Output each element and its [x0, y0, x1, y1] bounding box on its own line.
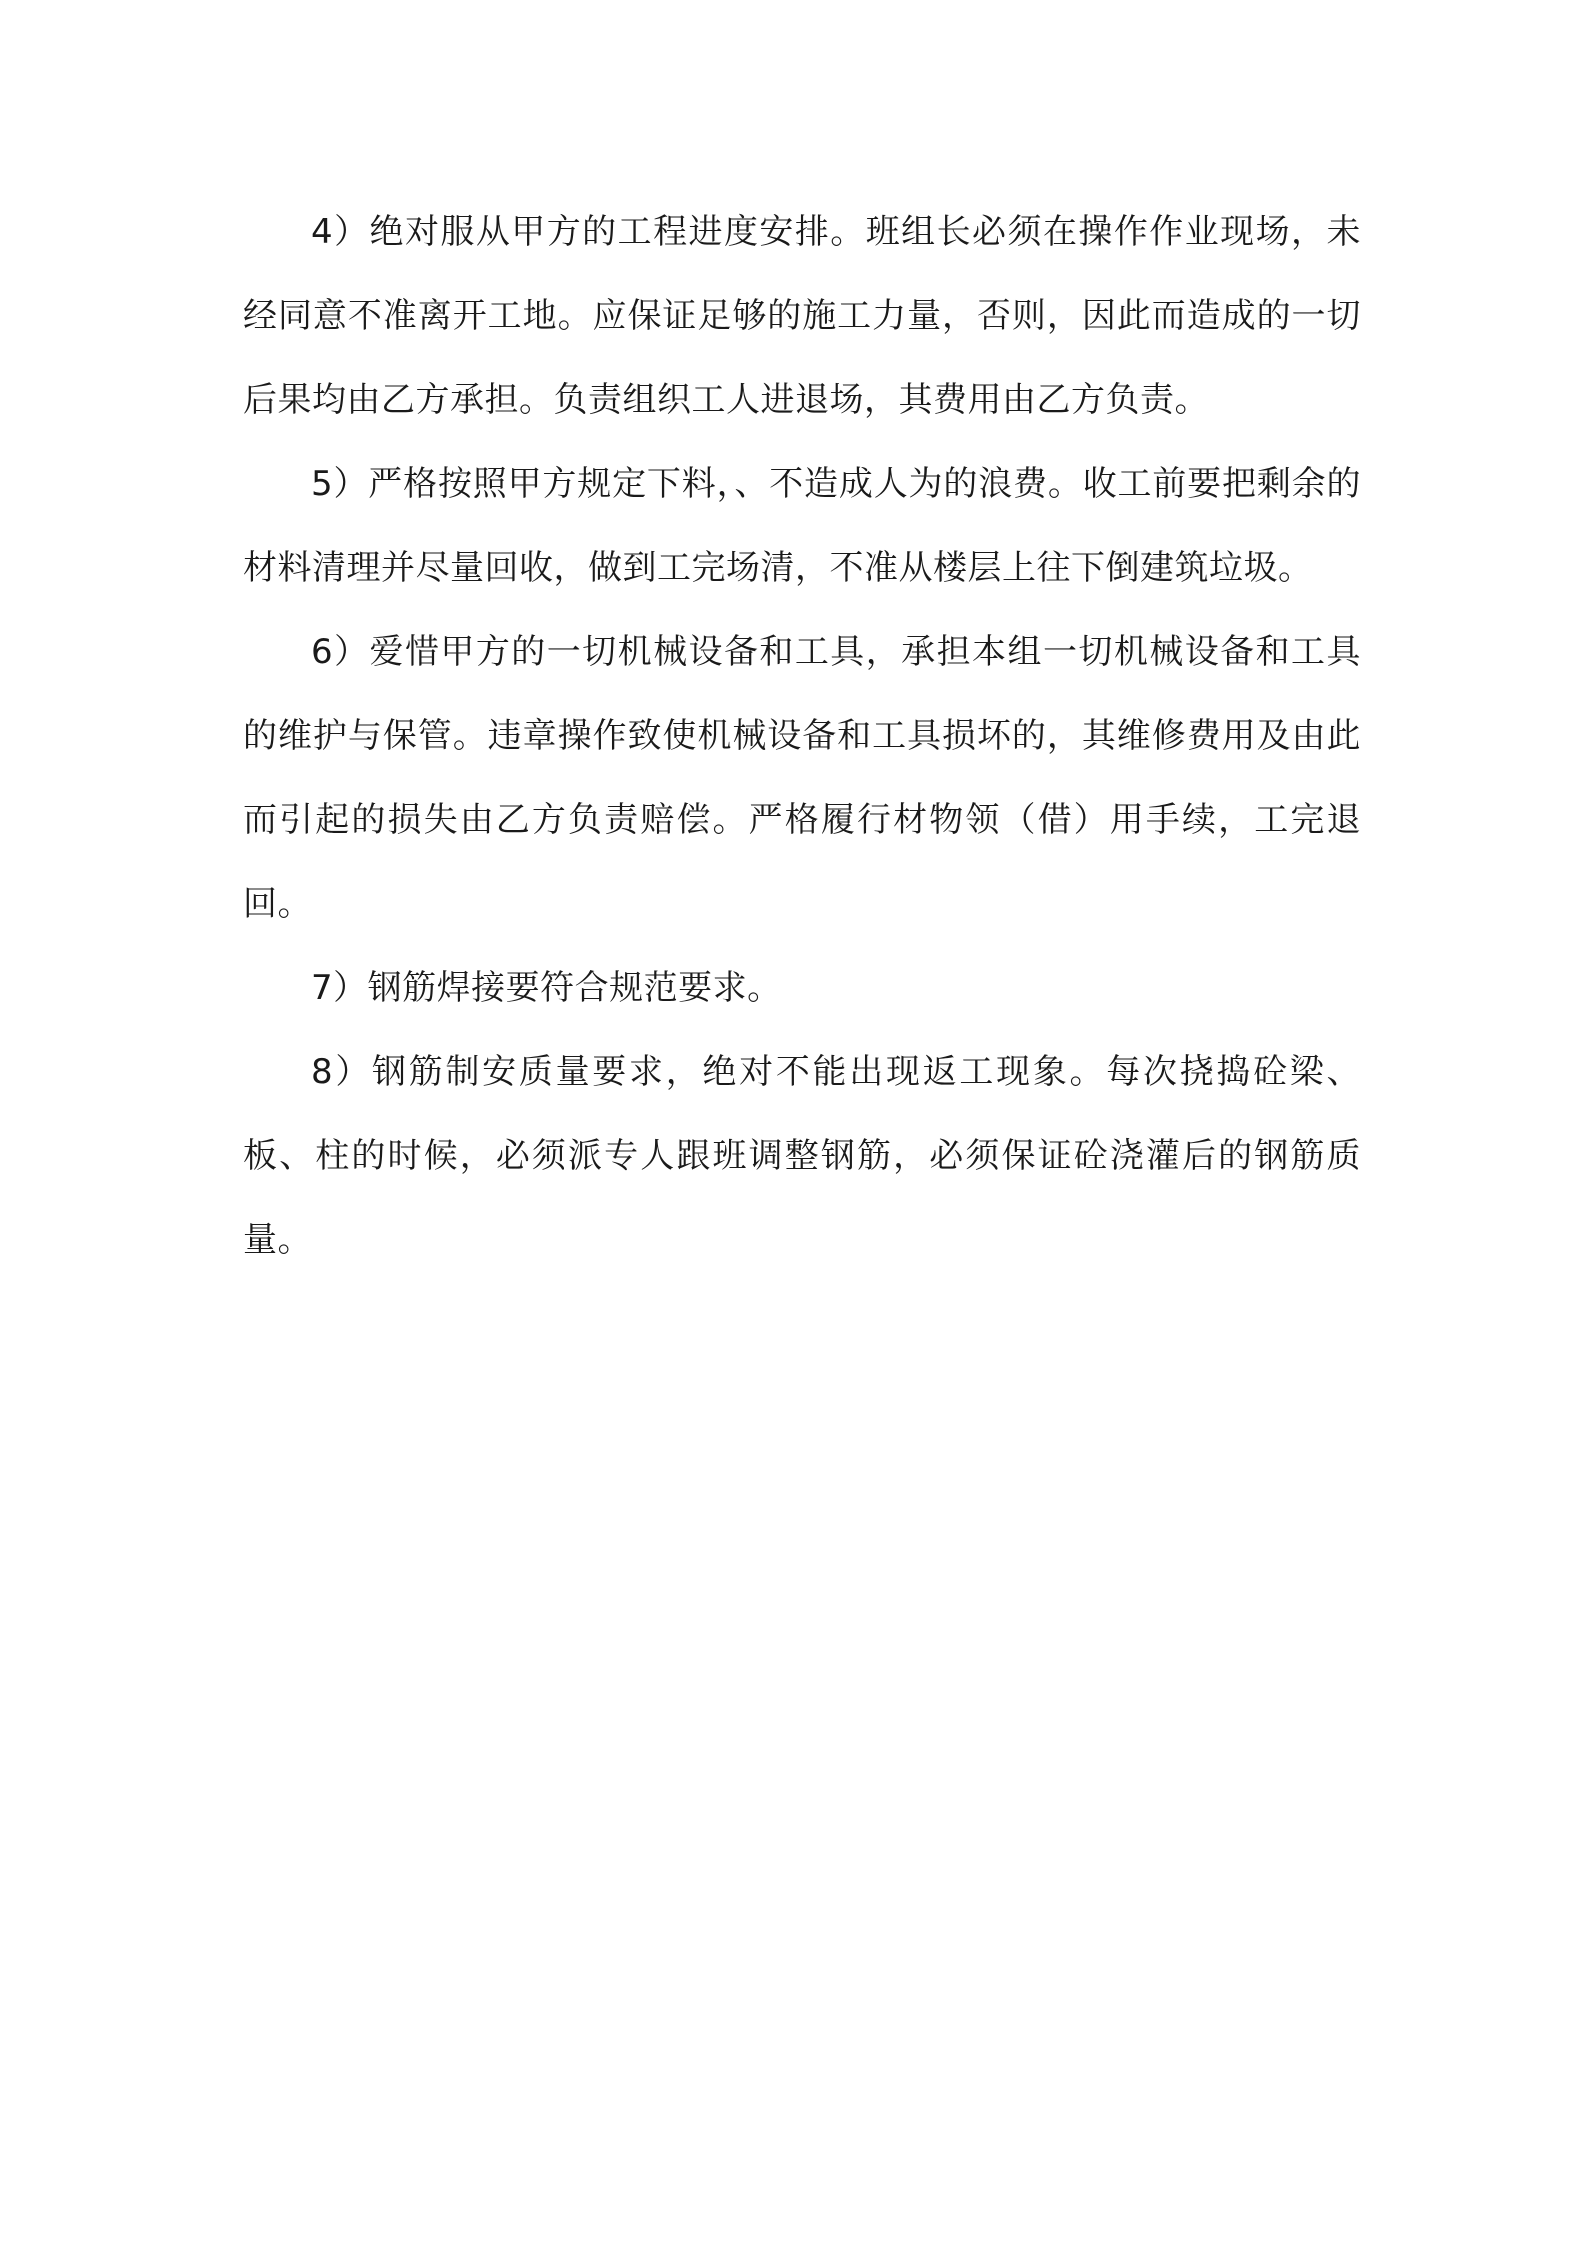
document-body — [243, 190, 1361, 1282]
paragraph-item-4: 4）绝对服从甲方的工程进度安排。班组长必须在操作作业现场，未经同意不准离开工地。应保证足够的施工力量，否则，因此而造成的一切后果均由乙方承担。负责组织工人进退场，其费用由乙方负责。 — [243, 212, 1361, 420]
paragraph-item-7: 7）钢筋焊接要符合规范要求。 — [311, 968, 782, 1008]
paragraph-item-5: 5）严格按照甲方规定下料，、不造成人为的浪费。收工前要把剩余的材料清理并尽量回收，做到工完场清，不准从楼层上往下倒建筑垃圾。 — [243, 464, 1361, 588]
paragraph-item-8: 8）钢筋制安质量要求，绝对不能出现返工现象。每次挠捣砼梁、板、柱的时候，必须派专人跟班调整钢筋，必须保证砼浇灌后的钢筋质量。 — [243, 1052, 1361, 1260]
paragraph-item-6: 6）爱惜甲方的一切机械设备和工具，承担本组一切机械设备和工具的维护与保管。违章操作致使机械设备和工具损坏的，其维修费用及由此而引起的损失由乙方负责赔偿。严格履行材物领（借）用手续，工完退回。 — [243, 632, 1361, 924]
